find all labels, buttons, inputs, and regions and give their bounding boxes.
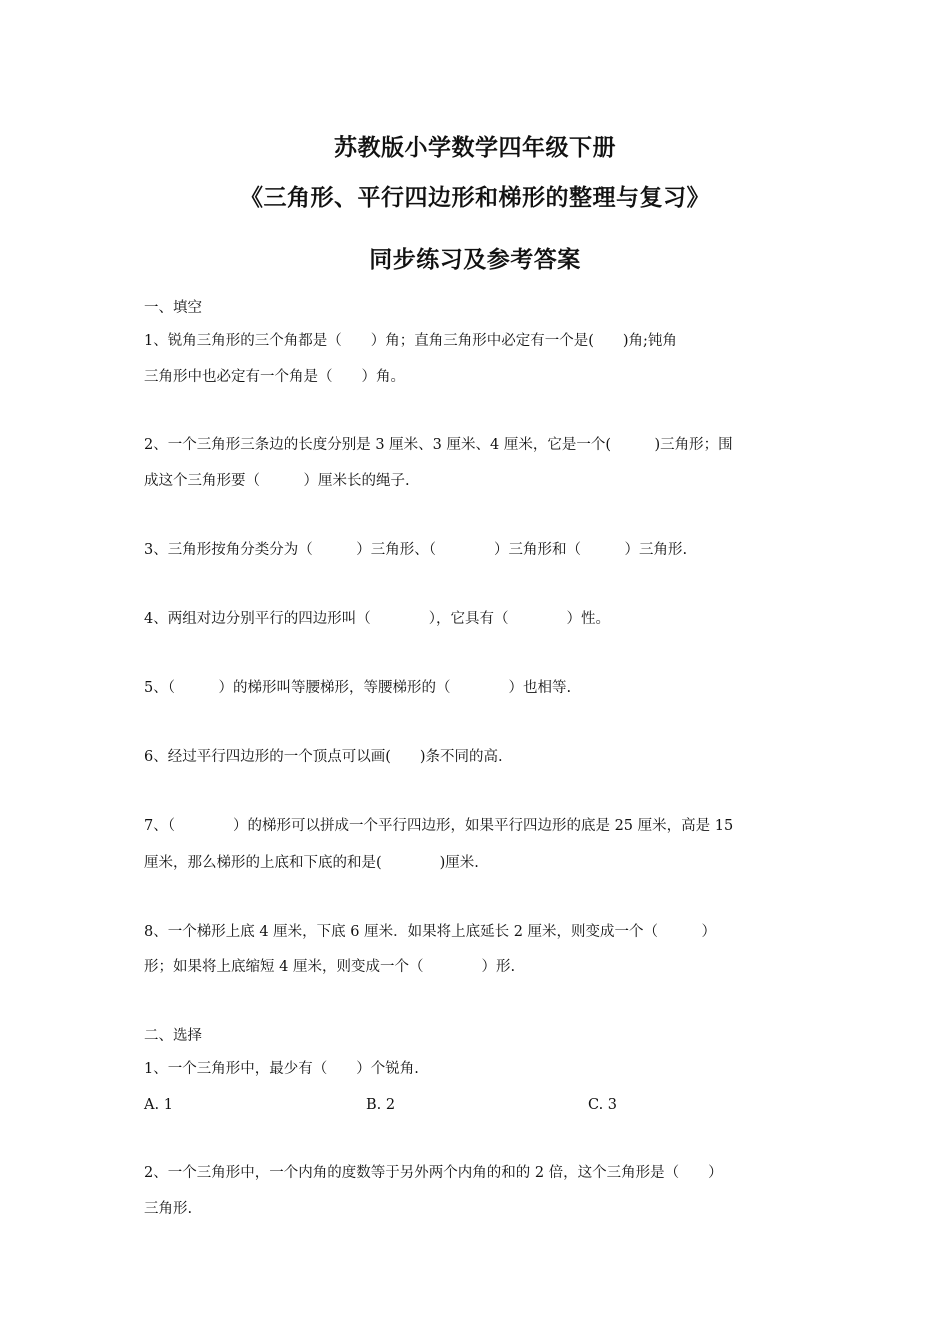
- page-title-line3: 同步练习及参考答案: [369, 247, 581, 273]
- question-7-line-1: 7、（ ）的梯形可以拼成一个平行四边形，如果平行四边形的底是 25 厘米，高是 15: [144, 818, 734, 834]
- section-heading-choice: 二、选择: [144, 1028, 202, 1044]
- section-heading-fill-in: 一、填空: [144, 300, 202, 316]
- question-1-line-2: 三角形中也必定有一个角是（ ）角。: [144, 369, 405, 385]
- question-8-line-1: 8、一个梯形上底 4 厘米，下底 6 厘米．如果将上底延长 2 厘米，则变成一个（ ）: [144, 924, 717, 940]
- choice-option-b: B. 2: [366, 1097, 396, 1113]
- choice-question-2-line-1: 2、一个三角形中，一个内角的度数等于另外两个内角的和的 2 倍，这个三角形是（ ）: [144, 1165, 723, 1181]
- question-6-line-1: 6、经过平行四边形的一个顶点可以画( )条不同的高.: [144, 749, 503, 765]
- choice-option-c: C. 3: [588, 1097, 618, 1113]
- page-title-line1: 苏教版小学数学四年级下册: [334, 135, 616, 161]
- question-4-line-1: 4、两组对边分别平行的四边形叫（ ），它具有（ ）性。: [144, 611, 610, 627]
- question-5-line-1: 5、（ ）的梯形叫等腰梯形，等腰梯形的（ ）也相等.: [144, 680, 572, 696]
- page-title-line2: 《三角形、平行四边形和梯形的整理与复习》: [240, 185, 710, 211]
- question-8-line-2: 形；如果将上底缩短 4 厘米，则变成一个（ ）形.: [144, 959, 516, 975]
- question-3-line-1: 3、三角形按角分类分为（ ）三角形、（ ）三角形和（ ）三角形.: [144, 542, 688, 558]
- question-2-line-2: 成这个三角形要（ ）厘米长的绳子.: [144, 473, 410, 489]
- choice-option-a: A. 1: [144, 1097, 173, 1113]
- question-1-line-1: 1、锐角三角形的三个角都是（ ）角；直角三角形中必定有一个是( )角;钝角: [144, 333, 677, 349]
- question-2-line-1: 2、一个三角形三条边的长度分别是 3 厘米、3 厘米、4 厘米，它是一个( )三角形；围: [144, 437, 733, 453]
- choice-question-1-line-1: 1、一个三角形中，最少有（ ）个锐角.: [144, 1061, 419, 1077]
- question-7-line-2: 厘米，那么梯形的上底和下底的和是( )厘米.: [144, 855, 479, 871]
- choice-question-2-line-2: 三角形.: [144, 1201, 193, 1217]
